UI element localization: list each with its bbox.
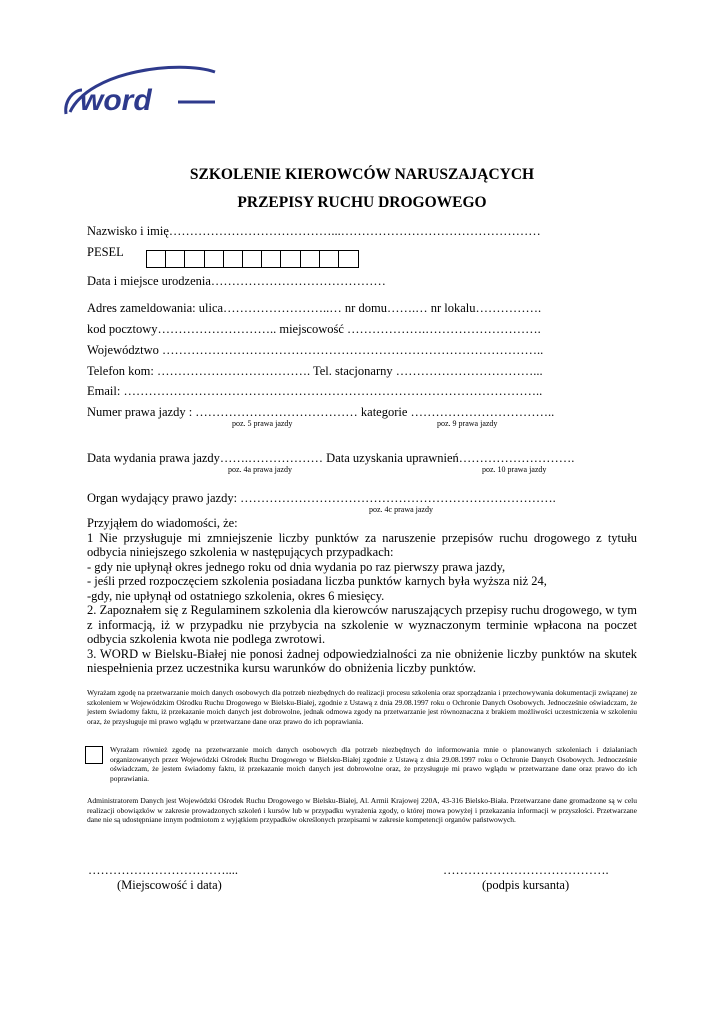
pesel-cell[interactable] (147, 251, 166, 267)
place-date-dots[interactable]: …………………………….... (88, 863, 238, 877)
title-line-2: PRZEPISY RUCHU DROGOWEGO (237, 194, 487, 211)
authority-sub: poz. 4c prawa jazdy (369, 505, 433, 514)
place-date-label: (Miejscowość i data) (117, 878, 222, 892)
consent-1: Wyrażam zgodę na przetwarzanie moich danych osobowych dla potrzeb niezbędnych do realizacji procesu szkolenia oraz sporządzania i przechowywania dokumentacji związanej ze szkoleniem w Wojewódzkim Ośrodku Ruchu Drogowego w Bielsku-Białej, zgodnie z Ustawą z dnia 29.08.1997 roku o Ochronie Danych Osobowych. Jednocześnie oświadczam, że jestem świadomy faktu, iż przekazanie moich danych jest dobrowolne, jednak odmowa zgody na przetwarzanie jest równoznaczna z brakiem możliwości uczestniczenia w szkoleniu oraz, że przysługuje mi prawo wglądu w przetwarzane dane oraz prawo do ich poprawiania. (87, 688, 637, 726)
license-sub-2: poz. 9 prawa jazdy (437, 419, 498, 428)
bullet-3: -gdy, nie upłynął od ostatniego szkolenia, okres 6 miesięcy. (87, 588, 385, 603)
postal-field[interactable]: kod pocztowy……………………….. miejscowość ……………….………………………. (87, 322, 541, 336)
body-text (87, 516, 637, 676)
bullet-2: - jeśli przed rozpoczęciem szkolenia posiadana liczba punktów karnych była wyższa niż 24, (87, 574, 547, 588)
bullet-1: - gdy nie upłynął okres jednego roku od dnia wydania po raz pierwszy prawa jazdy, (87, 559, 506, 574)
consent-checkbox[interactable] (85, 746, 103, 764)
license-field[interactable]: Numer prawa jazdy : ………………………………… kategorie …………………………….. (87, 405, 555, 419)
pesel-cell[interactable] (262, 251, 281, 267)
pesel-cell[interactable] (205, 251, 224, 267)
signature-dots[interactable]: …………………………………. (443, 863, 609, 877)
license-sub-1: poz. 5 prawa jazdy (232, 419, 293, 428)
pesel-cell[interactable] (301, 251, 320, 267)
email-field[interactable]: Email: ……………………………………………………………………………………….. (87, 384, 543, 398)
pesel-label: PESEL (87, 245, 124, 259)
pesel-cell[interactable] (185, 251, 204, 267)
logo-text: word (80, 84, 152, 117)
point-3: 3. WORD w Bielsku-Białej nie ponosi żadnej odpowiedzialności za nie obniżenie liczby punktów na skutek niespełnienia przez uczestnika kursu warunków do obniżenia liczby punktów. (87, 646, 637, 675)
consent-3: Administratorem Danych jest Wojewódzki Ośrodek Ruchu Drogowego w Bielsku-Białej, Al. Armii Krajowej 220A, 43-316 Bielsko-Biała. Przetwarzane dane gromadzone są w celu realizacji obowiązków w zakresie prowadzonych szkoleń i kursów lub w przypadku wyrażenia zgody, o której mowa powyżej i przekazania informacji w przyszłości. Przetwarzane dane nie są udostępniane innym podmiotom z wyjątkiem przypadków określonych przepisami w zakresie kompetencji organów państwowych. (87, 796, 637, 825)
authority-field[interactable]: Organ wydający prawo jazdy: …………………………………………………………………. (87, 491, 556, 505)
issue-sub-1: poz. 4a prawa jazdy (228, 465, 292, 474)
phone-field[interactable]: Telefon kom: ………………………………. Tel. stacjonarny ……………………………... (87, 364, 543, 378)
pesel-cell[interactable] (224, 251, 243, 267)
pesel-cell[interactable] (320, 251, 339, 267)
pesel-cell[interactable] (166, 251, 185, 267)
pesel-cell[interactable] (281, 251, 300, 267)
issue-date-field[interactable]: Data wydania prawa jazdy…….……………… Data uzyskania uprawnień………………………. (87, 451, 575, 465)
birth-field[interactable]: Data i miejsce urodzenia…………………………………… (87, 274, 386, 288)
title-line-1: SZKOLENIE KIEROWCÓW NARUSZAJĄCYCH (189, 166, 535, 183)
pesel-cell[interactable] (243, 251, 262, 267)
pesel-input[interactable] (146, 250, 359, 268)
name-field[interactable]: Nazwisko i imię…………………………………...………………………………………… (87, 224, 541, 238)
issue-sub-2: poz. 10 prawa jazdy (482, 465, 547, 474)
word-logo (60, 60, 220, 120)
intro: Przyjąłem do wiadomości, że: (87, 516, 238, 530)
address-field[interactable]: Adres zameldowania: ulica……………………..… nr domu…….… nr lokalu……………. (87, 301, 542, 315)
pesel-cell[interactable] (339, 251, 358, 267)
signature-label: (podpis kursanta) (482, 878, 570, 892)
point-1: 1 Nie przysługuje mi zmniejszenie liczby punktów za naruszenie przepisów ruchu drogowego z tytułu odbycia niniejszego szkolenia w następujących przypadkach: (87, 530, 637, 559)
point-2: 2. Zapoznałem się z Regulaminem szkolenia dla kierowców naruszających przepisy ruchu drogowego, w tym z informacją, iż w przypadku nie przybycia na szkolenie w wyznaczonym terminie wpłacona na poczet odbycia szkolenia kwota nie podlega zwrotowi. (87, 603, 637, 646)
consent-2: Wyrażam również zgodę na przetwarzanie moich danych osobowych dla potrzeb niezbędnych do informowania mnie o planowanych szkoleniach i działaniach organizowanych przez Wojewódzki Ośrodek Ruchu Drogowego w Bielsku-Białej zgodnie z Ustawą z dnia 29.08.1997 roku o Ochronie Danych Osobowych. Jednocześnie oświadczam, że jestem świadomy faktu, iż przekazanie moich danych jest dobrowolne oraz, że przysługuje mi prawo wglądu w przetwarzane dane oraz prawo do ich poprawiania. (110, 745, 637, 783)
voivodeship-field[interactable]: Województwo ……………………………………………………………………………….. (87, 343, 544, 357)
